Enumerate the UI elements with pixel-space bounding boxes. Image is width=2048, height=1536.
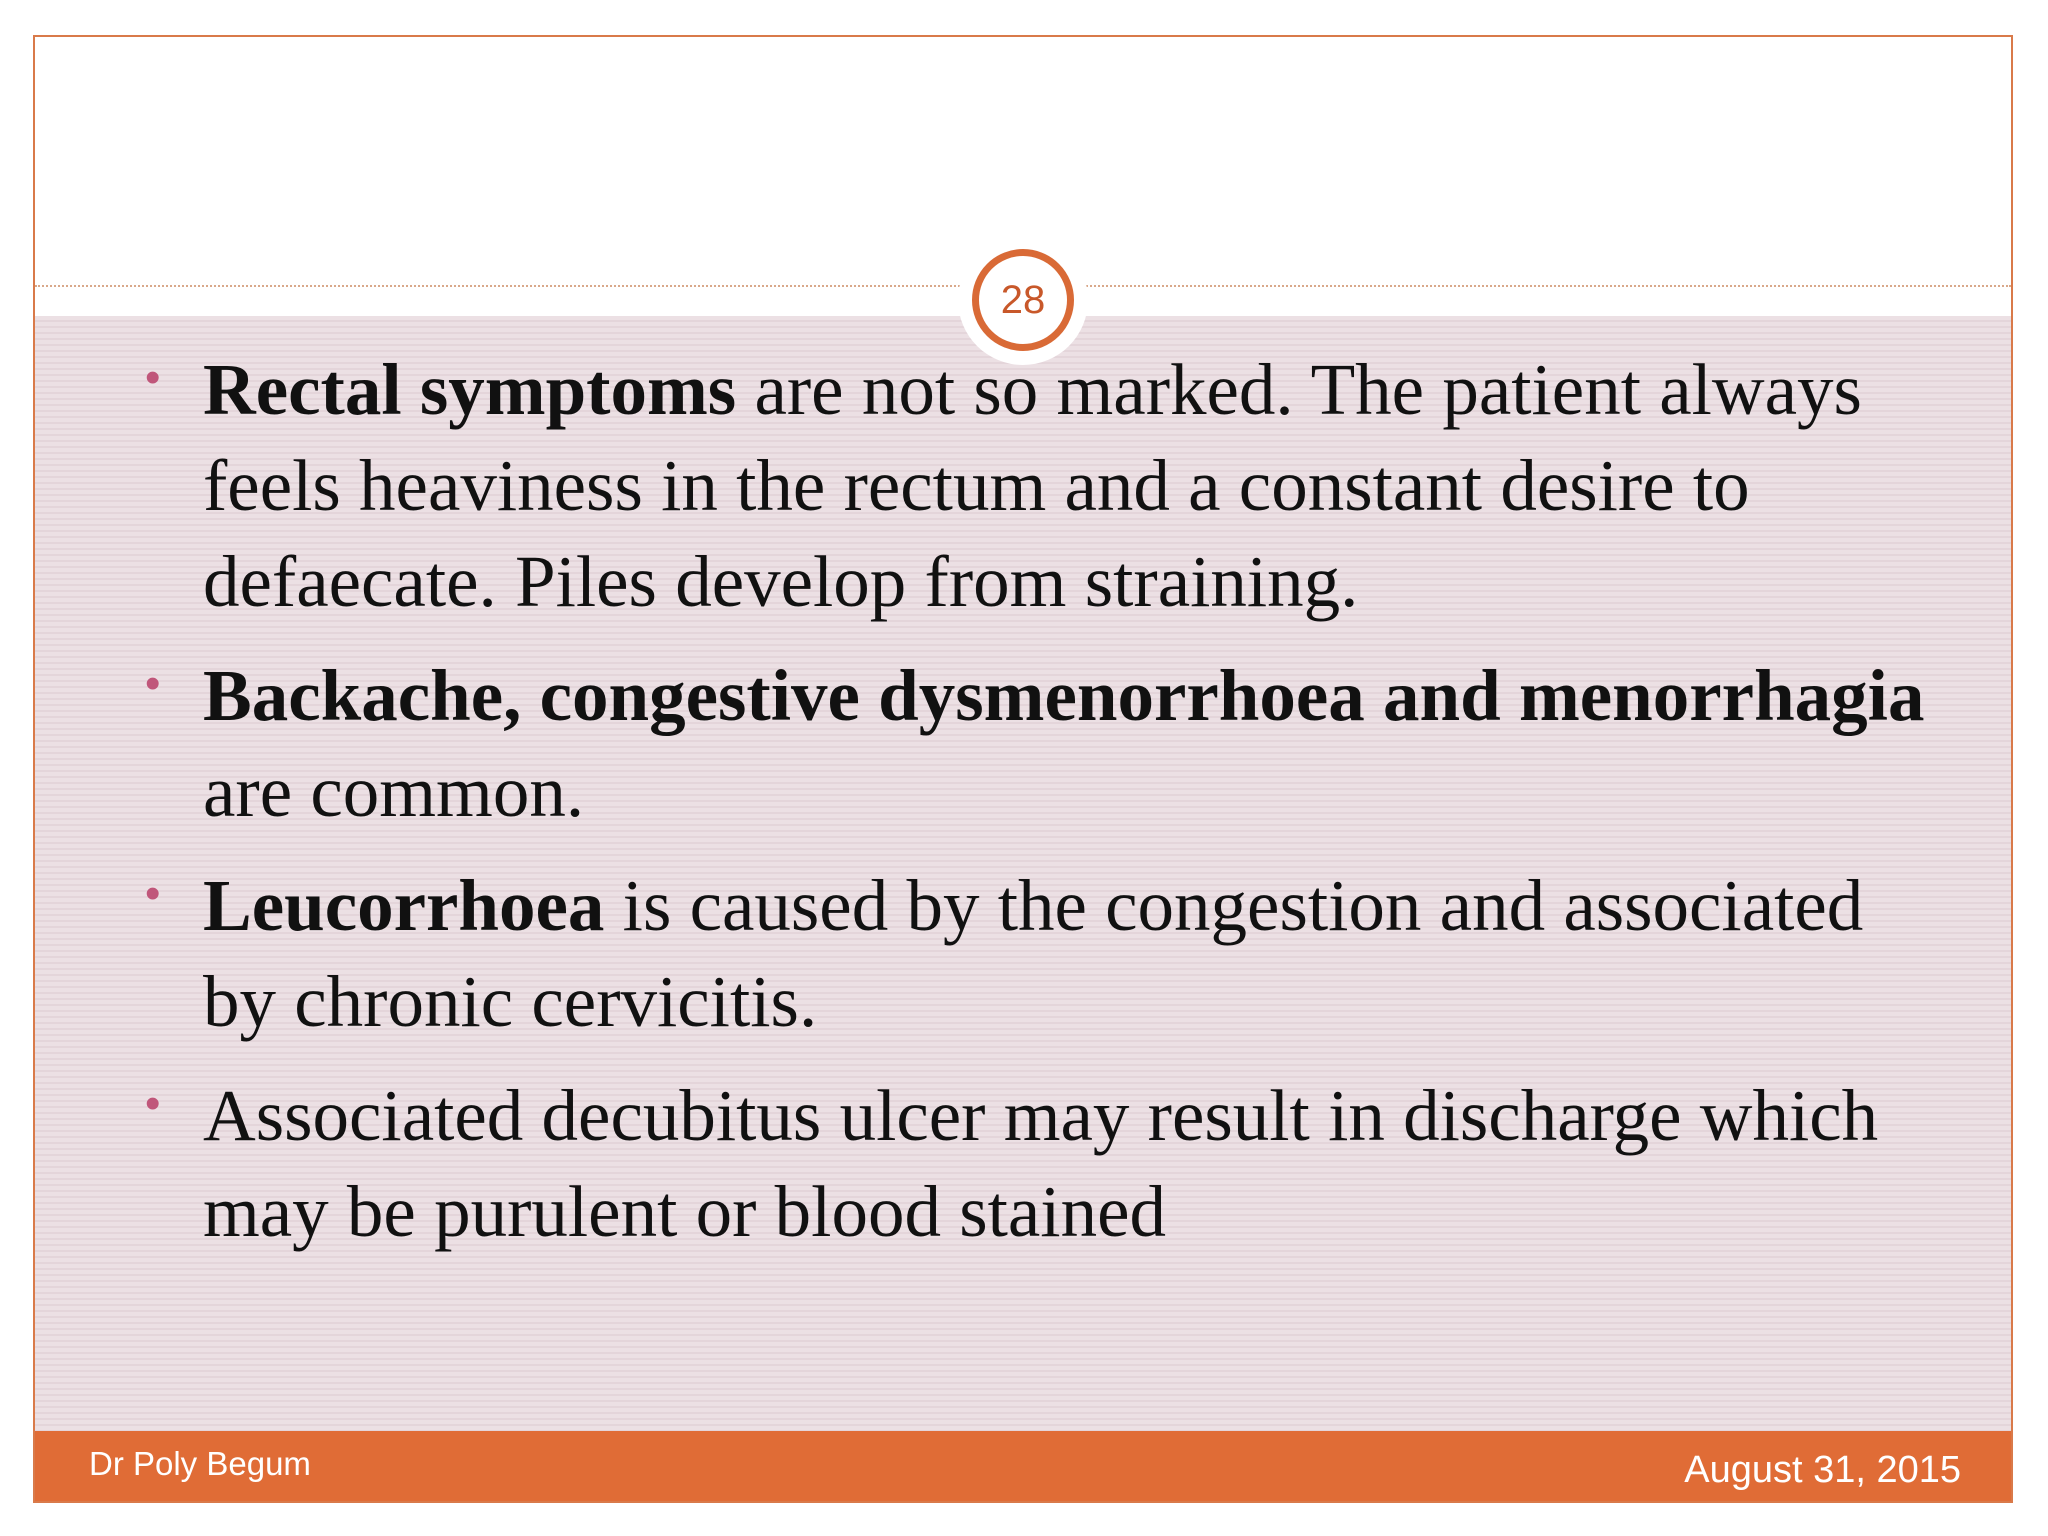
- bullet-point-icon: •: [145, 869, 161, 918]
- page-number-badge: [972, 249, 1074, 351]
- bullet-text: is caused by the congestion and associated by chronic cervicitis.: [203, 865, 1864, 1042]
- bullet-bold-text: Backache, congestive dysmenorrhoea and menorrhagia: [203, 655, 1925, 736]
- footer-date: August 31, 2015: [1684, 1449, 1961, 1491]
- slide-footer: [35, 1431, 2011, 1503]
- bullet-point-icon: •: [145, 659, 161, 708]
- bullet-text: Associated decubitus ulcer may result in discharge which may be purulent or blood stained: [203, 1075, 1879, 1252]
- page-number: 28: [1000, 277, 1046, 322]
- bullet-point-icon: •: [145, 353, 161, 402]
- slide: [33, 35, 2013, 1503]
- bullet-point-icon: •: [145, 1079, 161, 1128]
- bullet-item: [105, 648, 1945, 840]
- bullet-item: [105, 858, 1945, 1050]
- bullet-text: are common.: [203, 751, 585, 832]
- bullet-bold-text: Leucorrhoea: [203, 865, 605, 946]
- bullet-item: [105, 342, 1945, 630]
- bullet-text: are not so marked. The patient always feels heaviness in the rectum and a constant desire to defaecate. Piles develop from straining.: [203, 349, 1862, 622]
- bullet-item: [105, 1068, 1945, 1260]
- bullet-list: [105, 342, 1945, 1278]
- bullet-bold-text: Rectal symptoms: [203, 349, 737, 430]
- footer-author: Dr Poly Begum: [89, 1445, 311, 1482]
